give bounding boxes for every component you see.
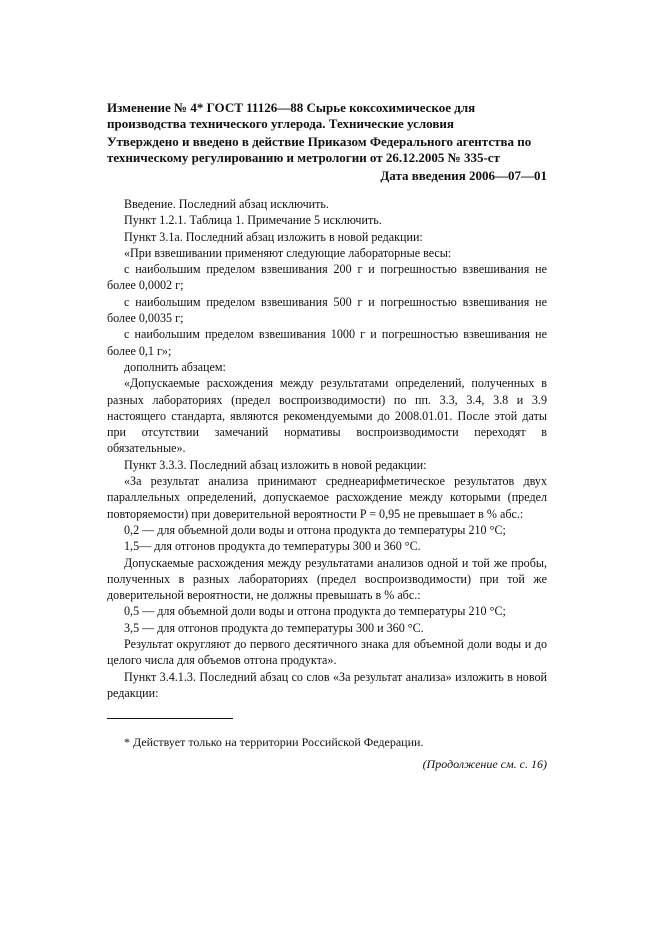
- paragraph: «За результат анализа принимают среднеарифметическое результатов двух параллельных определений, допускаемое расхождение между которыми (предел повторяемости) при доверительной вероятности P = 0,95 не превышает в % абс.:: [107, 474, 547, 521]
- effective-date: Дата введения 2006—07—01: [380, 168, 547, 183]
- paragraph: 1,5— для отгонов продукта до температуры 300 и 360 °С.: [124, 539, 421, 554]
- approval-statement: Утверждено и введено в действие Приказом Федерального агентства по техническому регулированию и метрологии от 26.12.2005 № 335-ст: [107, 134, 532, 165]
- paragraph: Пункт 1.2.1. Таблица 1. Примечание 5 исключить.: [124, 213, 382, 228]
- amendment-title: Изменение № 4* ГОСТ 11126—88 Сырье коксохимическое для производства технического углерода. Технические условия: [107, 100, 476, 131]
- paragraph: 3,5 — для отгонов продукта до температуры 300 и 360 °С.: [124, 620, 424, 635]
- paragraph: Пункт 3.1а. Последний абзац изложить в новой редакции:: [124, 229, 423, 244]
- continuation-note: (Продолжение см. с. 16): [422, 757, 547, 771]
- paragraph: с наибольшим пределом взвешивания 200 г и погрешностью взвешивания не более 0,0002 г;: [107, 262, 547, 293]
- footnote: * Действует только на территории Российской Федерации.: [124, 735, 424, 749]
- paragraph: Введение. Последний абзац исключить.: [124, 197, 329, 211]
- document-body: [107, 196, 547, 701]
- paragraph: «Допускаемые расхождения между результатами определений, полученных в разных лабораториях (предел воспроизводимости) по пп. 3.3, 3.4, 3.8 и 3.9 настоящего стандарта, являются рекомендуемыми до 2008.01.01. После этой даты при отсутствии замечаний нормативы воспроизводимости переходят в обязательные».: [107, 376, 547, 456]
- paragraph: 0,5 — для объемной доли воды и отгона продукта до температуры 210 °С;: [124, 604, 506, 619]
- footnote-divider: [107, 718, 233, 719]
- paragraph: Пункт 3.4.1.3. Последний абзац со слов «За результат анализа» изложить в новой редакции:: [107, 669, 547, 700]
- paragraph: Результат округляют до первого десятичного знака для объемной доли воды и до целого числа для объемов отгона продукта».: [107, 637, 547, 668]
- paragraph: «При взвешивании применяют следующие лабораторные весы:: [124, 245, 452, 260]
- paragraph: с наибольшим пределом взвешивания 1000 г и погрешностью взвешивания не более 0,1 г»;: [107, 327, 547, 358]
- paragraph: Допускаемые расхождения между результатами анализов одной и той же пробы, полученных в разных лабораториях (предел воспроизводимости) при той же доверительной вероятности, не должны превышать в % абс.:: [107, 555, 547, 603]
- paragraph: Пункт 3.3.3. Последний абзац изложить в новой редакции:: [124, 457, 427, 472]
- paragraph: 0,2 — для объемной доли воды и отгона продукта до температуры 210 °С;: [124, 522, 506, 537]
- paragraph: дополнить абзацем:: [124, 359, 226, 374]
- paragraph: с наибольшим пределом взвешивания 500 г и погрешностью взвешивания не более 0,0035 г;: [107, 294, 547, 326]
